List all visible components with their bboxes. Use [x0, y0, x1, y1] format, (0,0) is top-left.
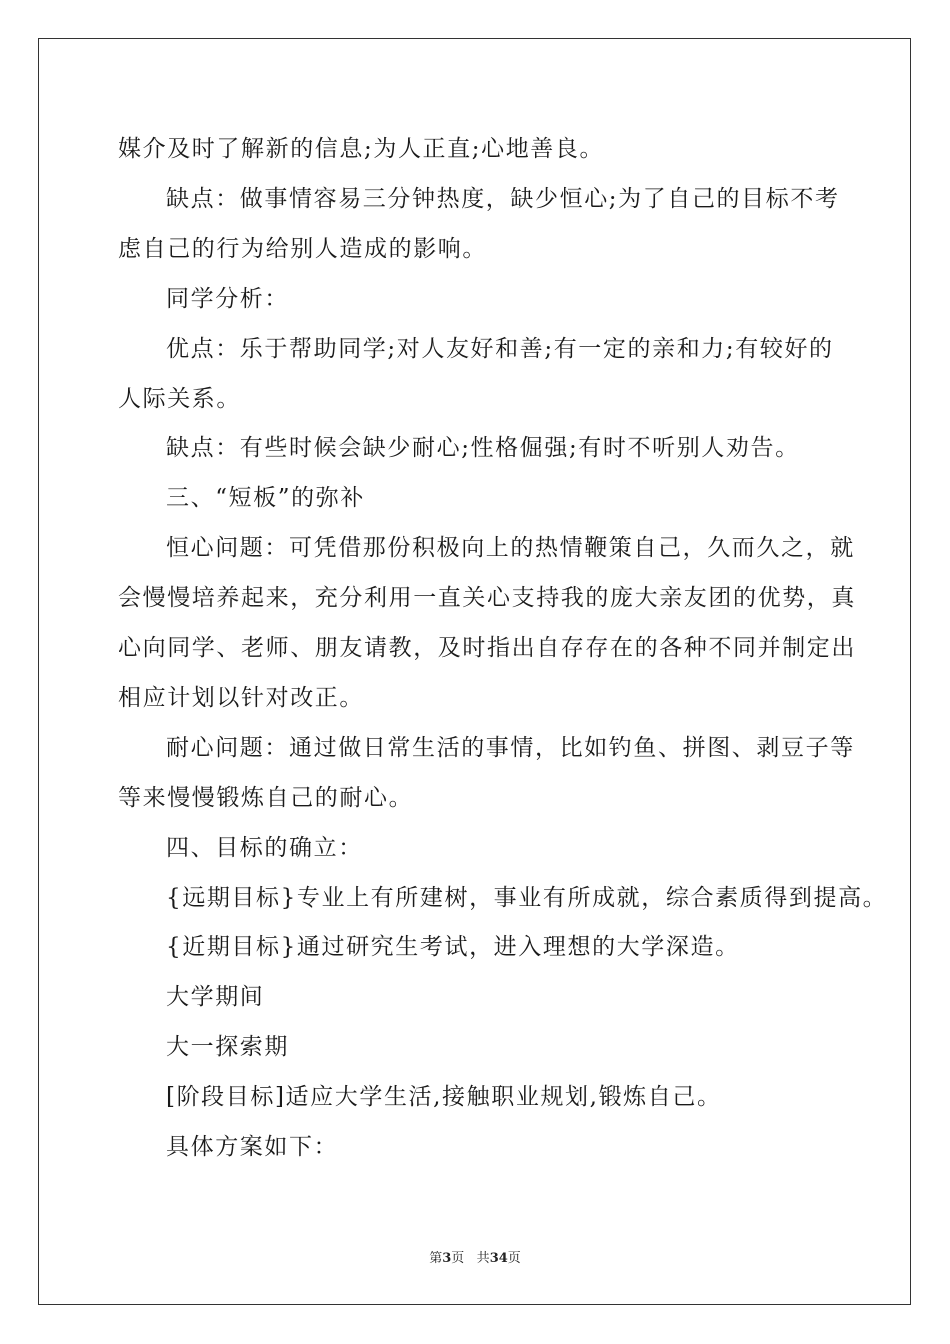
text-line: 会慢慢培养起来，充分利用一直关心支持我的庞大亲友团的优势，真	[118, 585, 856, 611]
text-line: [阶段目标]适应大学生活,接触职业规划,锻炼自己。	[166, 1084, 722, 1110]
text-line: 虑自己的行为给别人造成的影响。	[118, 236, 487, 262]
footer-page-number: 3	[442, 1251, 452, 1266]
page-border	[38, 38, 911, 1305]
page-footer	[0, 1247, 950, 1266]
text-line: 三、“短板”的弥补	[166, 485, 365, 511]
text-line: 具体方案如下：	[166, 1134, 339, 1160]
text-line: {远期目标}专业上有所建树，事业有所成就，综合素质得到提高。	[166, 885, 888, 911]
text-line: 同学分析：	[166, 286, 289, 312]
footer-total-suffix: 页	[507, 1251, 521, 1266]
text-line: 缺点：做事情容易三分钟热度，缺少恒心;为了自己的目标不考	[166, 186, 840, 212]
text-line: 优点：乐于帮助同学;对人友好和善;有一定的亲和力;有较好的	[166, 336, 834, 362]
text-line: 恒心问题：可凭借那份积极向上的热情鞭策自己，久而久之，就	[166, 535, 855, 561]
footer-total-prefix: 共	[476, 1251, 490, 1266]
text-line: 耐心问题：通过做日常生活的事情，比如钓鱼、拼图、剥豆子等	[166, 735, 855, 761]
footer-page-suffix: 页	[451, 1251, 465, 1266]
text-line: 大一探索期	[166, 1034, 289, 1060]
text-line: 相应计划以针对改正。	[118, 685, 364, 711]
text-line: 心向同学、老师、朋友请教，及时指出自存存在的各种不同并制定出	[118, 635, 856, 661]
text-line: 等来慢慢锻炼自己的耐心。	[118, 785, 414, 811]
footer-total-pages: 34	[489, 1251, 508, 1266]
text-line: 大学期间	[166, 984, 265, 1010]
text-line: 四、目标的确立：	[166, 835, 363, 861]
text-line: 缺点：有些时候会缺少耐心;性格倔强;有时不听别人劝告。	[166, 435, 800, 461]
text-line: 媒介及时了解新的信息;为人正直;心地善良。	[118, 136, 605, 162]
text-line: 人际关系。	[118, 386, 241, 412]
footer-page-prefix: 第	[429, 1251, 443, 1266]
text-line: {近期目标}通过研究生考试，进入理想的大学深造。	[166, 934, 740, 960]
